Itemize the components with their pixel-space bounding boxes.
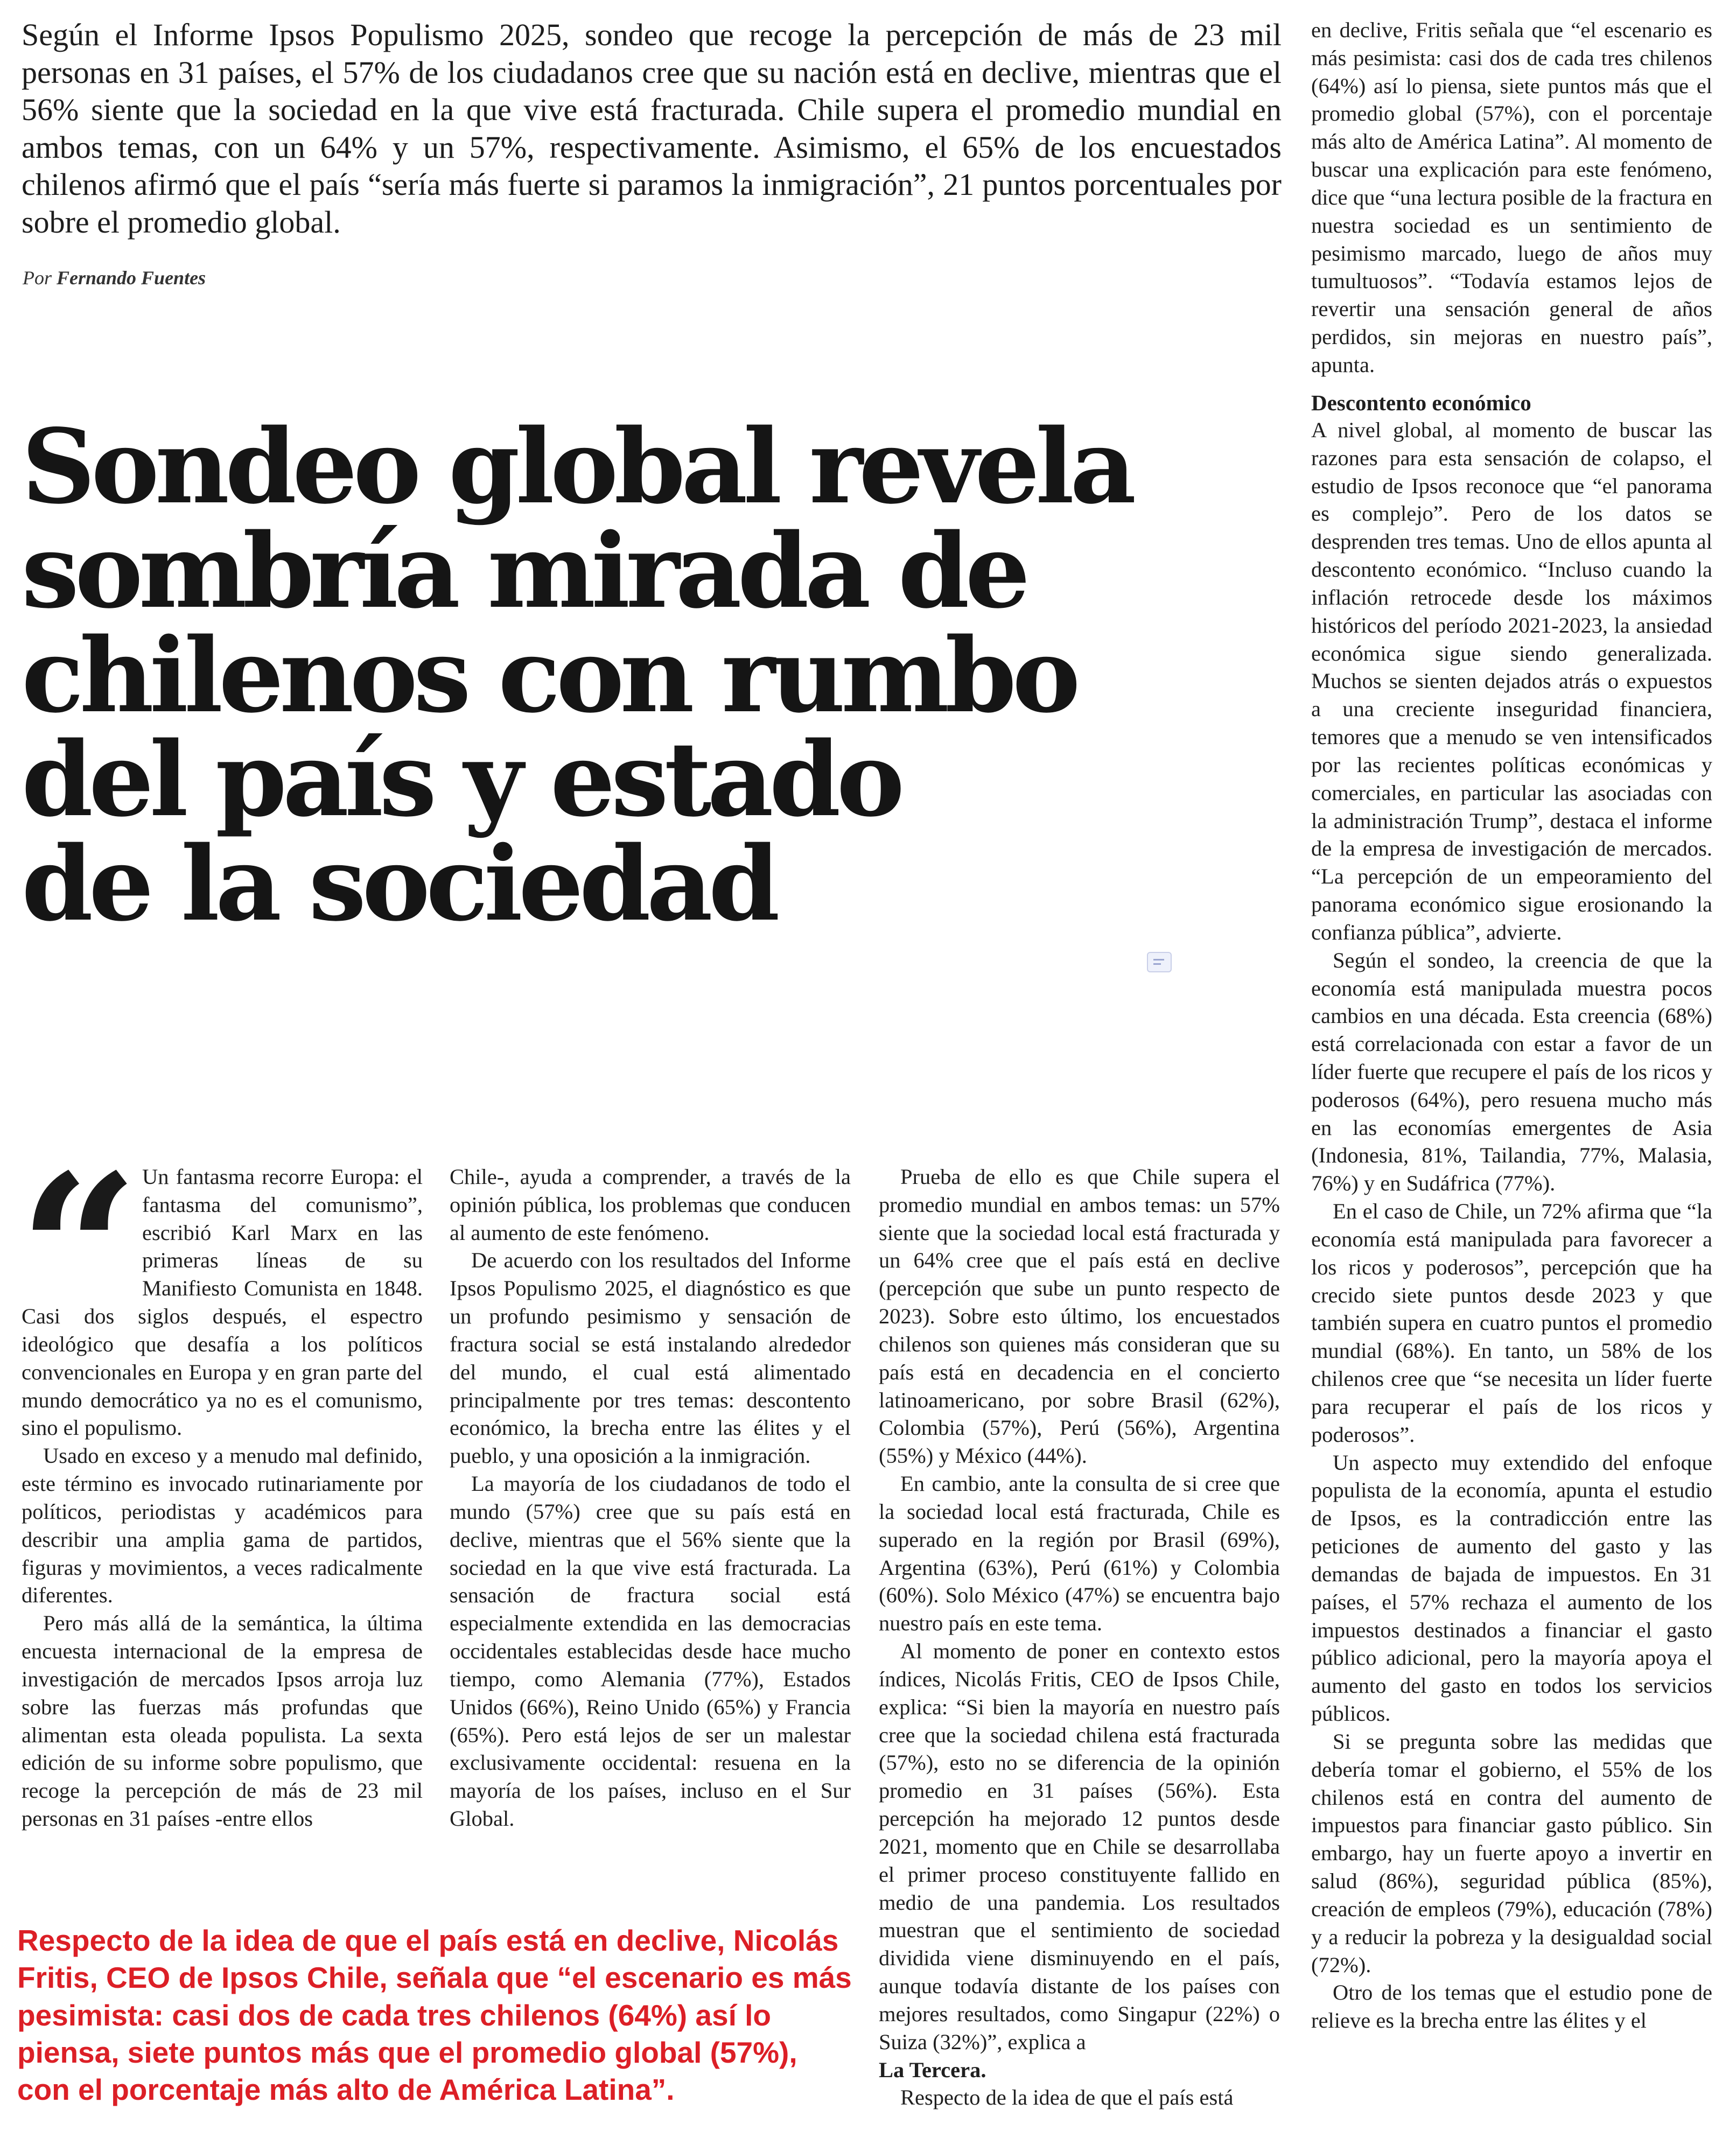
headline-line: del país y estado xyxy=(22,719,901,840)
paragraph: Pero más allá de la semántica, la última encuesta internacional de la empresa de investigación de mercados Ipsos arroja luz sobre las fuerzas más profundas que alimentan esta oleada populista. La sexta edición de su informe sobre populismo, que recoge la percepción de más de 23 mil personas en 31 países -entre ellos xyxy=(22,1611,423,1831)
article-column-2 xyxy=(450,1163,851,1833)
source-name: La Tercera. xyxy=(879,2057,986,2082)
comment-icon[interactable] xyxy=(1147,952,1172,972)
byline-prefix: Por xyxy=(23,267,52,289)
paragraph xyxy=(879,1637,1280,2084)
pull-quote: Respecto de la idea de que el país está en declive, Nicolás Fritis, CEO de Ipsos Chile, señala que “el escenario es más pesimista: casi dos de cada tres chilenos (64%) así lo piensa, siete puntos más que el promedio global (57%), con el porcentaje más alto de América Latina”. xyxy=(17,1924,852,2107)
paragraph: Si se pregunta sobre las medidas que debería tomar el gobierno, el 55% de los chilenos está en contra del aumento de impuestos para financiar gasto público. Sin embargo, hay un fuerte apoyo a invertir en salud (86%), seguridad pública (85%), creación de empleos (79%), educación (78%) y a reducir la pobreza y la desigualdad social (72%). xyxy=(1311,1729,1712,1977)
headline-line: sombría mirada de xyxy=(22,510,1026,631)
byline-author[interactable]: Fernando Fuentes xyxy=(57,267,206,289)
paragraph: Otro de los temas que el estudio pone de relieve es la brecha entre las élites y el xyxy=(1311,1980,1712,2033)
headline-line: de la sociedad xyxy=(22,824,776,944)
paragraph: Usado en exceso y a menudo mal definido, este término es invocado rutinariamente por políticos, periodistas y académicos para describir una amplia gama de partidos, figuras y movimientos, a veces radicalmente diferentes. xyxy=(22,1443,423,1608)
paragraph-text: Al momento de poner en contexto estos índices, Nicolás Fritis, CEO de Ipsos Chile, explica: “Si bien la mayoría en nuestro país cree que la sociedad chilena está fracturada (57%), esto no se diferencia de la opinión promedio en 31 países (56%). Esta percepción ha mejorado 12 puntos desde 2021, momento que en Chile se desarrollaba el primer proceso constituyente fallido en medio de una pandemia. Los resultados muestran que el sentimiento de sociedad dividida viene disminuyendo en el país, aunque todavía distante de los países con mejores resultados, como Singapur (22%) o Suiza (32%)”, explica a xyxy=(879,1639,1280,2054)
standfirst: Según el Informe Ipsos Populismo 2025, sondeo que recoge la percepción de más de 23 mil personas en 31 países, el 57% de los ciudadanos cree que su nación está en declive, mientras que el 56% siente que la sociedad en la que vive está fracturada. Chile supera el promedio mundial en ambos temas, con un 64% y un 57%, respectivamente. Asimismo, el 65% de los encuestados chilenos afirmó que el país “sería más fuerte si paramos la inmigración”, 21 puntos porcentuales por sobre el promedio global. xyxy=(22,17,1282,240)
paragraph: De acuerdo con los resultados del Informe Ipsos Populismo 2025, el diagnóstico es que un profundo pesimismo y sensación de fractura social se está instalando alrededor del mundo, el cual está alimentado principalmente por tres temas: descontento económico, la brecha entre las élites y el pueblo, y una oposición a la inmigración. xyxy=(450,1248,851,1468)
paragraph: Prueba de ello es que Chile supera el promedio mundial en ambos temas: un 57% siente que la sociedad local está fracturada y un 64% cree que el país está en declive (percepción que sube un punto respecto de 2023). Sobre esto último, los encuestados chilenos son quienes más consideran que su país está en decadencia en el concierto latinoamericano, por sobre Brasil (62%), Colombia (57%), Perú (56%), Argentina (55%) y México (44%). xyxy=(879,1165,1280,1468)
paragraph: A nivel global, al momento de buscar las razones para esta sensación de colapso, el estudio de Ipsos reconoce que “el panorama es complejo”. Pero de los datos se desprenden tres temas. Uno de ellos apunta al descontento económico. “Incluso cuando la inflación retrocede desde los máximos históricos del período 2021-2023, la ansiedad económica sigue siendo generalizada. Muchos se sienten dejados atrás o expuestos a una creciente inseguridad financiera, temores que a menudo se ven intensificados por las recientes políticas económicas y comerciales, en particular las asociadas con la administración Trump”, destaca el informe de la empresa de investigación de mercados. “La percepción de un empeoramiento del panorama económico sigue erosionando la confianza pública”, advierte. xyxy=(1311,417,1712,944)
article-column-3 xyxy=(879,1163,1280,2112)
subheading: Descontento económico xyxy=(1311,390,1531,415)
paragraph: Un aspecto muy extendido del enfoque populista de la economía, apunta el estudio de Ipsos, es la contradicción entre las peticiones de aumento del gasto y las demandas de bajada de impuestos. En 31 países, el 57% rechaza el aumento de los impuestos destinados a financiar el gasto público adicional, pero la mayoría apoya el aumento del gasto en todos los servicios públicos. xyxy=(1311,1450,1712,1726)
byline xyxy=(23,267,206,289)
paragraph: En el caso de Chile, un 72% afirma que “la economía está manipulada para favorecer a los ricos y poderosos”, percepción que ha crecido siete puntos desde 2023 y que también supera en cuatro puntos el promedio mundial (68%). En tanto, un 58% de los chilenos cree que “se necesita un líder fuerte para recuperar el país de los ricos y poderosos”. xyxy=(1311,1199,1712,1447)
paragraph: Chile-, ayuda a comprender, a través de la opinión pública, los problemas que conducen al aumento de este fenómeno. xyxy=(450,1165,851,1245)
article-column-1 xyxy=(18,1128,423,1833)
article-column-4 xyxy=(1311,16,1712,2035)
paragraph: Según el sondeo, la creencia de que la economía está manipulada muestra pocos cambios en una década. Esta creencia (68%) está correlacionada con estar a favor de un líder fuerte que recupere el país de los ricos y poderosos (64%), pero resuena mucho más en las economías emergentes de Asia (Indonesia, 81%, Tailandia, 77%, Malasia, 76%) y en Sudáfrica (77%). xyxy=(1311,948,1712,1196)
headline-line: chilenos con rumbo xyxy=(22,615,1076,735)
paragraph: Respecto de la idea de que el país está xyxy=(900,2085,1234,2110)
paragraph: Un fantasma recorre Europa: el fantasma del comunismo”, escribió Karl Marx en las primeras líneas de su Manifiesto Comunista en 1848. Casi dos siglos después, el espectro ideológico que desafía a los políticos convencionales en Europa y en gran parte del mundo democrático ya no es el comunismo, sino el populismo. xyxy=(22,1165,423,1440)
paragraph: En cambio, ante la consulta de si cree que la sociedad local está fracturada, Chile es superado en la región por Brasil (69%), Argentina (63%), Perú (61%) y Colombia (60%). Solo México (47%) se encuentra bajo nuestro país en este tema. xyxy=(879,1471,1280,1636)
paragraph: en declive, Fritis señala que “el escenario es más pesimista: casi dos de cada tres chilenos (64%) así lo piensa, siete puntos más que el promedio global (57%), con el porcentaje más alto de América Latina”. Al momento de buscar una explicación para este fenómeno, dice que “una lectura posible de la fractura en nuestra sociedad es un sentimiento de pesimismo marcado, luego de años muy tumultuosos”. “Todavía estamos lejos de revertir una sensación general de años perdidos, sin mejoras en nuestro país”, apunta. xyxy=(1311,18,1712,377)
headline xyxy=(22,406,1206,944)
headline-line: Sondeo global revela xyxy=(22,406,1132,527)
paragraph: La mayoría de los ciudadanos de todo el mundo (57%) cree que su país está en declive, mientras que el 56% siente que la sociedad en la que vive está fracturada. La sensación de fractura social está especialmente extendida en las democracias occidentales establecidas desde hace mucho tiempo, como Alemania (77%), Estados Unidos (66%), Reino Unido (65%) y Francia (65%). Pero está lejos de ser un malestar exclusivamente occidental: resuena en la mayoría de los países, incluso en el Sur Global. xyxy=(450,1471,851,1831)
drop-quote-icon: “ xyxy=(18,1128,139,1375)
